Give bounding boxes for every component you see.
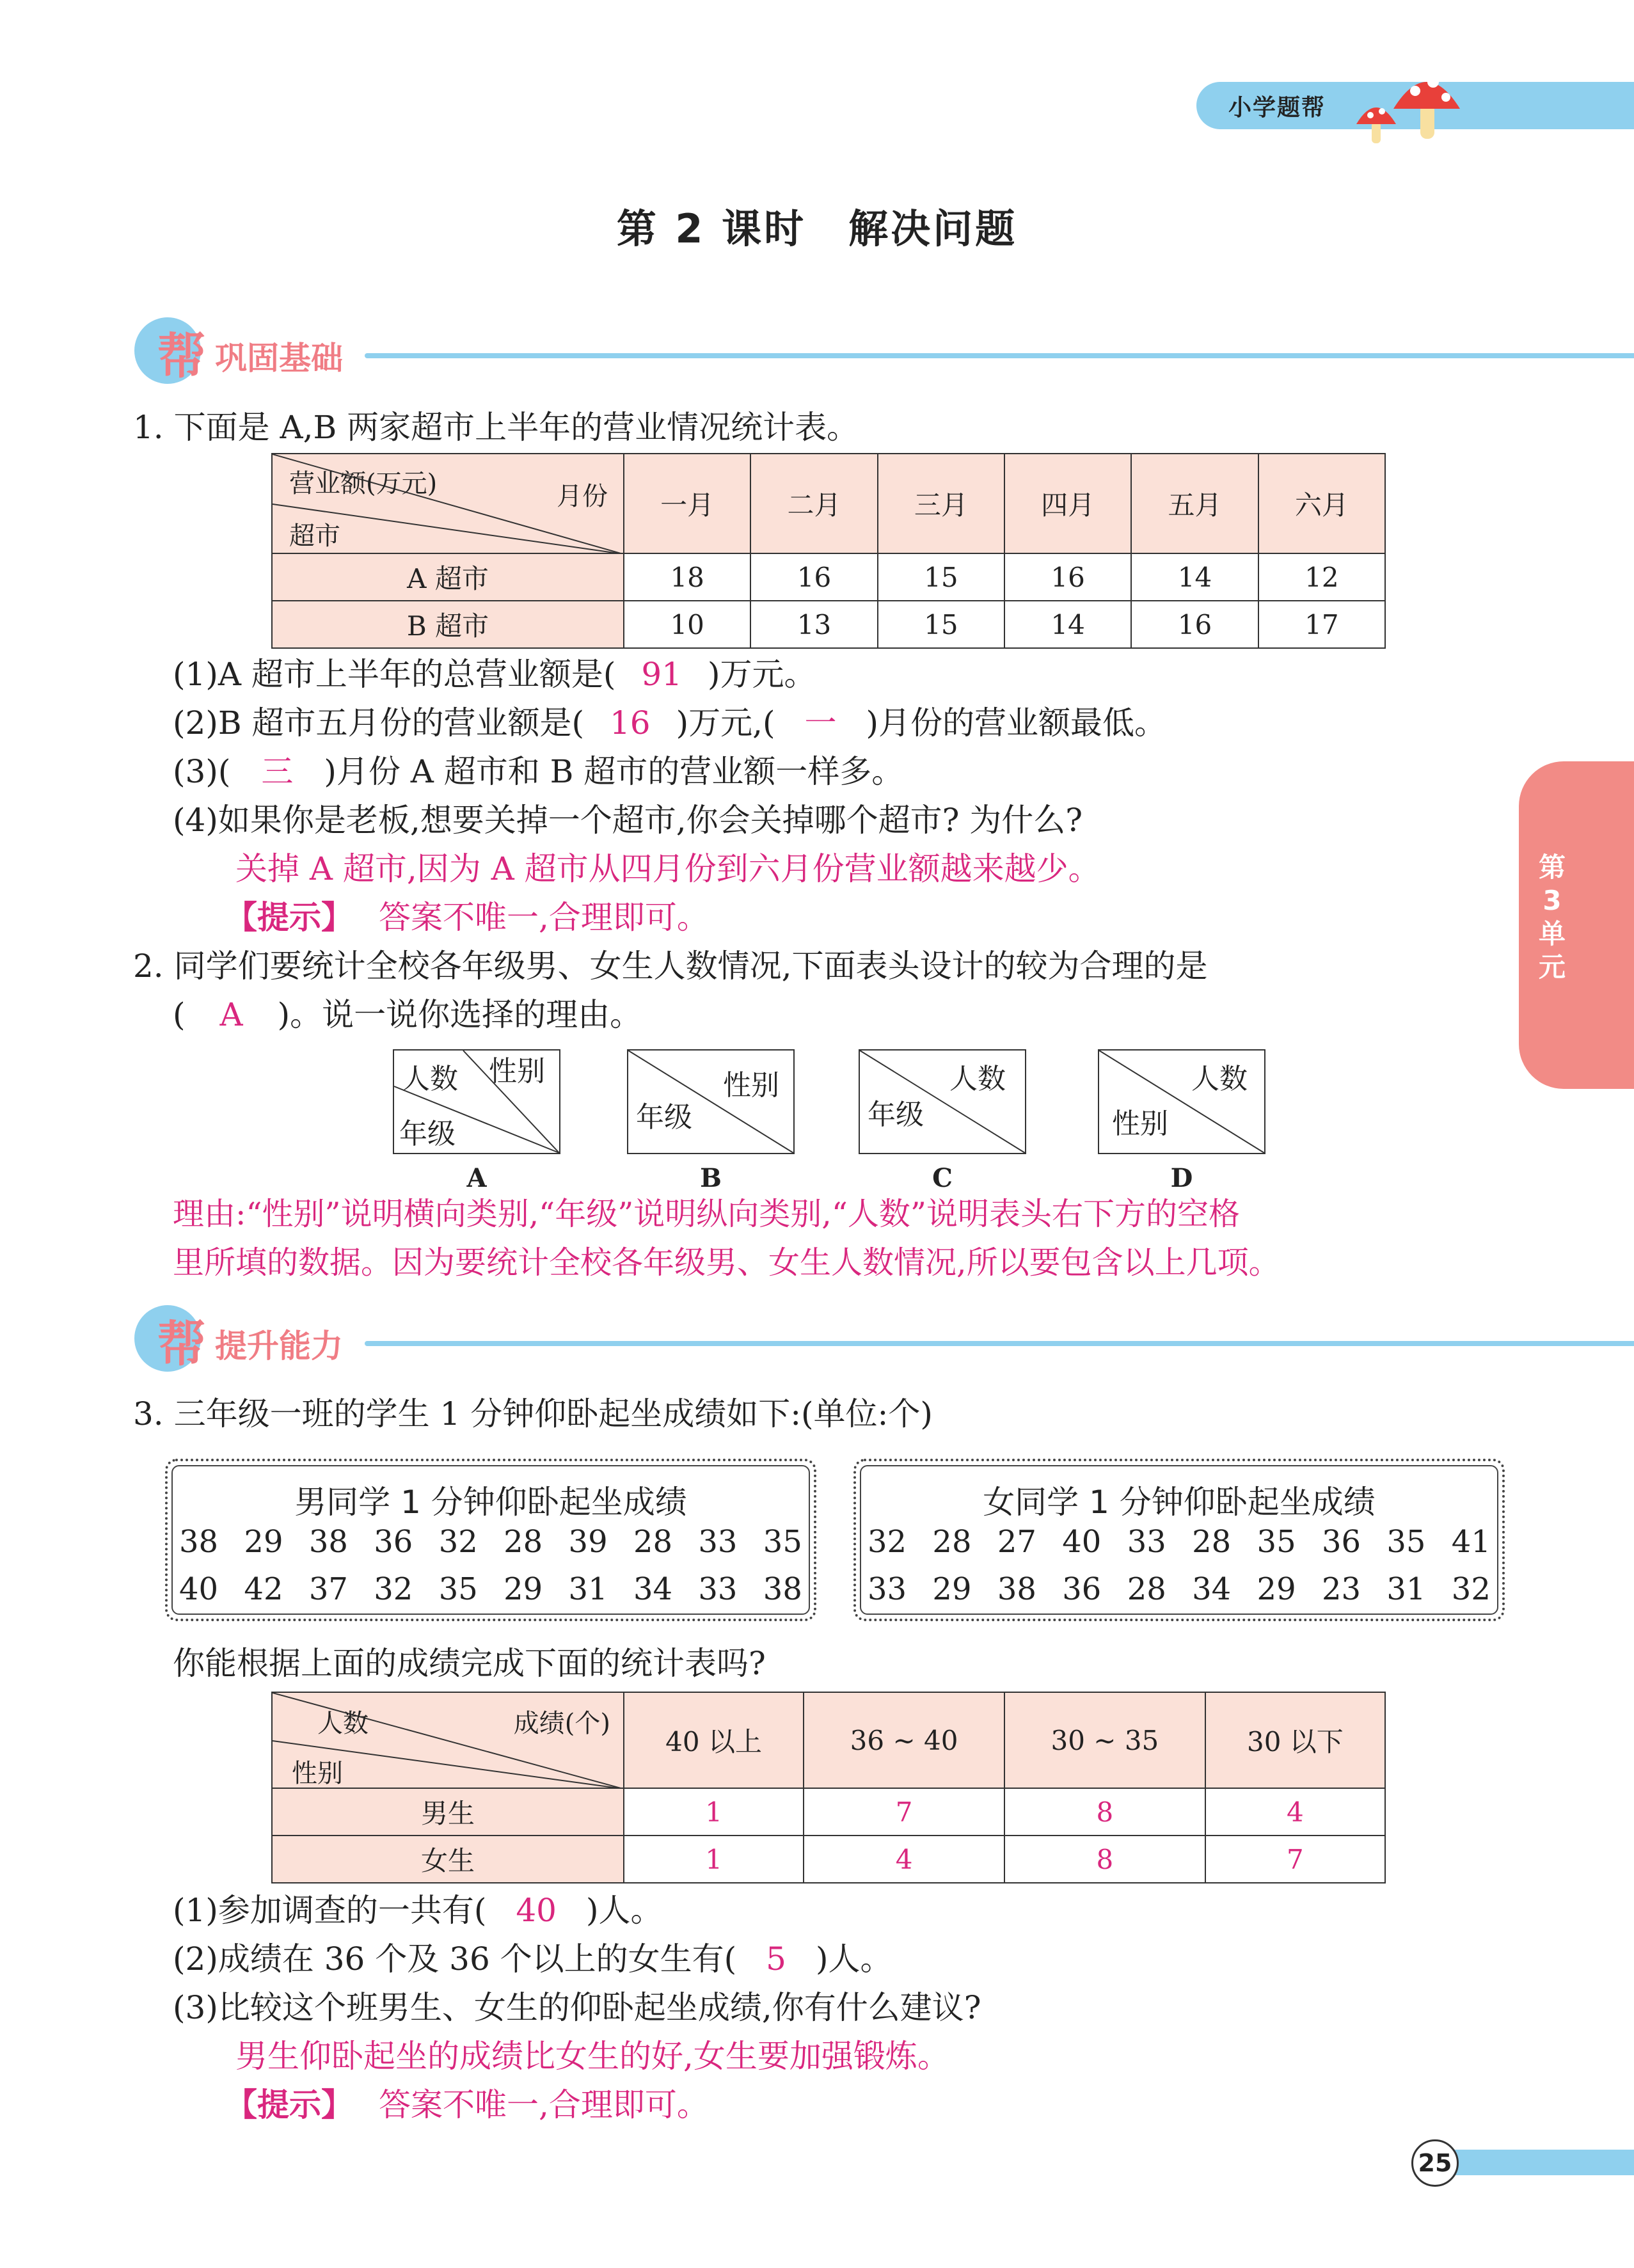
- q1-hint: [225, 898, 709, 937]
- q3-sub1-answer: 40: [516, 1892, 557, 1929]
- score-value: 40: [179, 1571, 219, 1607]
- table-cell: 12: [1258, 553, 1385, 601]
- section-bang: 帮: [157, 1315, 206, 1372]
- table-cell: 4: [804, 1836, 1004, 1883]
- score-value: 28: [1192, 1524, 1232, 1560]
- boys-score-row: [179, 1571, 802, 1607]
- score-value: 31: [568, 1571, 608, 1607]
- page-number: 25: [1411, 2139, 1459, 2187]
- score-value: 34: [1192, 1571, 1232, 1607]
- q3-sub2-pre: (2)成绩在 36 个及 36 个以上的女生有(: [173, 1940, 737, 1978]
- score-value: 23: [1321, 1571, 1361, 1607]
- q2-answer: A: [219, 996, 243, 1033]
- q1-sub1-pre: (1)A 超市上半年的总营业额是(: [173, 656, 616, 693]
- q3-sub1: [173, 1891, 662, 1930]
- q1-sub2-post: )月份的营业额最低。: [866, 704, 1167, 741]
- range-header: 36 ~ 40: [804, 1692, 1004, 1788]
- section-line: [365, 353, 1634, 358]
- score-value: 32: [438, 1524, 478, 1560]
- hint-text: 答案不唯一,合理即可。: [379, 899, 709, 936]
- table-cell: 4: [1205, 1788, 1385, 1836]
- score-value: 29: [1257, 1571, 1296, 1607]
- brand-name: 小学题帮: [1228, 95, 1326, 121]
- q3-sub3-answer: 男生仰卧起坐的成绩比女生的好,女生要加强锻炼。: [235, 2038, 949, 2075]
- option-b-t1: 性别: [723, 1069, 779, 1102]
- score-value: 38: [308, 1524, 348, 1560]
- score-value: 33: [698, 1571, 738, 1607]
- q3-sub1-post: )人。: [585, 1892, 663, 1929]
- table-cell: 7: [1205, 1836, 1385, 1883]
- score-value: 31: [1386, 1571, 1426, 1607]
- table-cell: 1: [624, 1788, 804, 1836]
- q2-reason-line1: 理由:“性别”说明横向类别,“年级”说明纵向类别,“人数”说明表头右下方的空格: [173, 1196, 1240, 1232]
- q1-sub3-answer: 三: [261, 753, 294, 790]
- table-cell: 10: [624, 601, 750, 648]
- table-row: [272, 553, 1385, 601]
- section-line: [365, 1341, 1634, 1346]
- score-value: 32: [374, 1571, 413, 1607]
- q3-table: [271, 1692, 1386, 1883]
- q1-sub3-post: )月份 A 超市和 B 超市的营业额一样多。: [324, 753, 904, 790]
- option-d-letter: D: [1170, 1163, 1193, 1193]
- row-header: A 超市: [272, 553, 624, 601]
- q2-stem: 2. 同学们要统计全校各年级男、女生人数情况,下面表头设计的较为合理的是: [133, 948, 1208, 985]
- section-improve: [134, 1301, 1497, 1378]
- table-cell: 16: [1004, 553, 1131, 601]
- girls-score-row: [868, 1524, 1491, 1560]
- range-header: 30 以下: [1205, 1692, 1385, 1788]
- q1-sub2-pre: (2)B 超市五月份的营业额是(: [173, 704, 584, 741]
- score-value: 38: [179, 1524, 219, 1560]
- month-header: 一月: [624, 454, 750, 553]
- section-basic: [134, 313, 1497, 390]
- page-title: 第 2 课时 解决问题: [616, 205, 1018, 252]
- corner-top-right: 成绩(个): [513, 1709, 610, 1738]
- row-header: B 超市: [272, 601, 624, 648]
- score-value: 41: [1451, 1524, 1491, 1560]
- score-value: 32: [868, 1524, 907, 1560]
- option-a-t3: 年级: [399, 1118, 456, 1150]
- table-cell: 15: [878, 553, 1004, 601]
- option-c-letter: C: [932, 1163, 953, 1193]
- score-value: 29: [244, 1524, 283, 1560]
- option-d-t2: 性别: [1112, 1107, 1168, 1140]
- option-d-diagram: [1098, 1049, 1265, 1154]
- q3-header-corner: [272, 1692, 624, 1788]
- q1-sub1: [173, 655, 816, 694]
- hint-label: 【提示】: [225, 899, 353, 936]
- q3-sub2: [173, 1940, 892, 1978]
- score-value: 33: [1127, 1524, 1166, 1560]
- range-header: 30 ~ 35: [1004, 1692, 1205, 1788]
- table-row: [272, 601, 1385, 648]
- corner-top-right: 月份: [557, 482, 608, 511]
- score-value: 36: [1321, 1524, 1361, 1560]
- table-cell: 7: [804, 1788, 1004, 1836]
- option-a-diagram: [393, 1049, 560, 1154]
- row-header: 女生: [272, 1836, 624, 1883]
- table-cell: 14: [1131, 553, 1258, 601]
- option-a-letter: A: [466, 1163, 487, 1193]
- score-value: 35: [1257, 1524, 1296, 1560]
- q1-sub4-answer: 关掉 A 超市,因为 A 超市从四月份到六月份营业额越来越少。: [235, 850, 1100, 887]
- score-value: 28: [932, 1524, 972, 1560]
- month-header: 四月: [1004, 454, 1131, 553]
- q1-sub2-answer2: 一: [804, 704, 837, 741]
- score-value: 33: [868, 1571, 907, 1607]
- score-value: 34: [633, 1571, 673, 1607]
- score-value: 29: [932, 1571, 972, 1607]
- q1-sub3: [173, 752, 903, 791]
- girls-score-box: [853, 1459, 1505, 1621]
- score-value: 35: [763, 1524, 802, 1560]
- girls-score-row: [868, 1571, 1491, 1607]
- q3-prompt: 你能根据上面的成绩完成下面的统计表吗?: [173, 1645, 766, 1682]
- score-value: 36: [1062, 1571, 1102, 1607]
- q1-stem: 1. 下面是 A,B 两家超市上半年的营业情况统计表。: [133, 409, 859, 446]
- score-value: 28: [504, 1524, 543, 1560]
- row-header: 男生: [272, 1788, 624, 1836]
- q3-sub3: (3)比较这个班男生、女生的仰卧起坐成绩,你有什么建议?: [173, 1989, 981, 2026]
- q1-header-corner: [272, 454, 624, 553]
- q1-sub4: (4)如果你是老板,想要关掉一个超市,你会关掉哪个超市? 为什么?: [173, 802, 1083, 839]
- side-tab-label: 第3单元: [1538, 852, 1566, 983]
- q1-sub3-pre: (3)(: [173, 753, 231, 790]
- q1-sub2-answer1: 16: [609, 704, 651, 741]
- corner-bottom-left: 性别: [292, 1759, 343, 1788]
- section-bang: 帮: [157, 328, 206, 385]
- option-b-letter: B: [700, 1163, 722, 1193]
- score-value: 28: [633, 1524, 673, 1560]
- corner-top-left: 营业额(万元): [289, 469, 438, 498]
- score-value: 33: [698, 1524, 738, 1560]
- hint-text: 答案不唯一,合理即可。: [379, 2086, 709, 2123]
- month-header: 五月: [1131, 454, 1258, 553]
- table-cell: 16: [1131, 601, 1258, 648]
- q3-stem: 3. 三年级一班的学生 1 分钟仰卧起坐成绩如下:(单位:个): [133, 1395, 933, 1432]
- option-b-t2: 年级: [636, 1101, 692, 1134]
- option-c-t1: 人数: [949, 1063, 1006, 1095]
- score-value: 40: [1062, 1524, 1102, 1560]
- score-value: 32: [1451, 1571, 1491, 1607]
- table-cell: 18: [624, 553, 750, 601]
- section-label: 提升能力: [215, 1328, 343, 1365]
- range-header: 40 以上: [624, 1692, 804, 1788]
- hint-label: 【提示】: [225, 2086, 353, 2123]
- table-cell: 13: [750, 601, 877, 648]
- score-value: 27: [997, 1524, 1036, 1560]
- score-value: 38: [763, 1571, 802, 1607]
- score-value: 37: [308, 1571, 348, 1607]
- table-cell: 14: [1004, 601, 1131, 648]
- q2-line2-pre: (: [173, 996, 186, 1033]
- q2-line2: [173, 995, 642, 1034]
- q3-sub1-pre: (1)参加调查的一共有(: [173, 1892, 487, 1929]
- q2-line2-post: )。说一说你选择的理由。: [277, 996, 642, 1033]
- page-number-bar: [1443, 2150, 1634, 2175]
- score-value: 39: [568, 1524, 608, 1560]
- table-cell: 8: [1004, 1836, 1205, 1883]
- q3-sub2-post: )人。: [815, 1940, 892, 1978]
- q2-reason-line2: 里所填的数据。因为要统计全校各年级男、女生人数情况,所以要包含以上几项。: [173, 1244, 1280, 1281]
- option-c-diagram: [859, 1049, 1026, 1154]
- month-header: 二月: [750, 454, 877, 553]
- table-cell: 16: [750, 553, 877, 601]
- score-value: 35: [438, 1571, 478, 1607]
- table-row: [272, 1788, 1385, 1836]
- table-cell: 15: [878, 601, 1004, 648]
- girls-score-title: 女同学 1 分钟仰卧起坐成绩: [983, 1484, 1376, 1521]
- boys-score-box: [165, 1459, 816, 1621]
- boys-score-title: 男同学 1 分钟仰卧起坐成绩: [294, 1484, 687, 1521]
- score-value: 28: [1127, 1571, 1166, 1607]
- score-value: 38: [997, 1571, 1036, 1607]
- q1-table: [271, 453, 1386, 649]
- q1-sub1-post: )万元。: [707, 656, 816, 693]
- corner-bottom-left: 超市: [289, 521, 340, 551]
- boys-score-row: [179, 1524, 802, 1560]
- month-header: 六月: [1258, 454, 1385, 553]
- corner-top-left: 人数: [317, 1709, 369, 1738]
- option-a-t2: 性别: [489, 1055, 545, 1088]
- q1-sub2-mid: )万元,(: [676, 704, 775, 741]
- q3-hint: [225, 2086, 709, 2124]
- option-b-diagram: [627, 1049, 795, 1154]
- score-value: 35: [1386, 1524, 1426, 1560]
- month-header: 三月: [878, 454, 1004, 553]
- q1-sub1-answer: 91: [641, 656, 682, 693]
- table-cell: 8: [1004, 1788, 1205, 1836]
- q3-sub2-answer: 5: [766, 1940, 786, 1978]
- table-row: [272, 1836, 1385, 1883]
- table-cell: 17: [1258, 601, 1385, 648]
- mushroom-icon: [1344, 59, 1471, 148]
- option-a-t1: 人数: [402, 1063, 458, 1095]
- score-value: 36: [374, 1524, 413, 1560]
- score-value: 29: [504, 1571, 543, 1607]
- section-label: 巩固基础: [215, 340, 343, 377]
- table-cell: 1: [624, 1836, 804, 1883]
- option-d-t1: 人数: [1191, 1063, 1248, 1095]
- option-c-t2: 年级: [868, 1098, 924, 1131]
- score-value: 42: [244, 1571, 283, 1607]
- q1-sub2: [173, 704, 1166, 742]
